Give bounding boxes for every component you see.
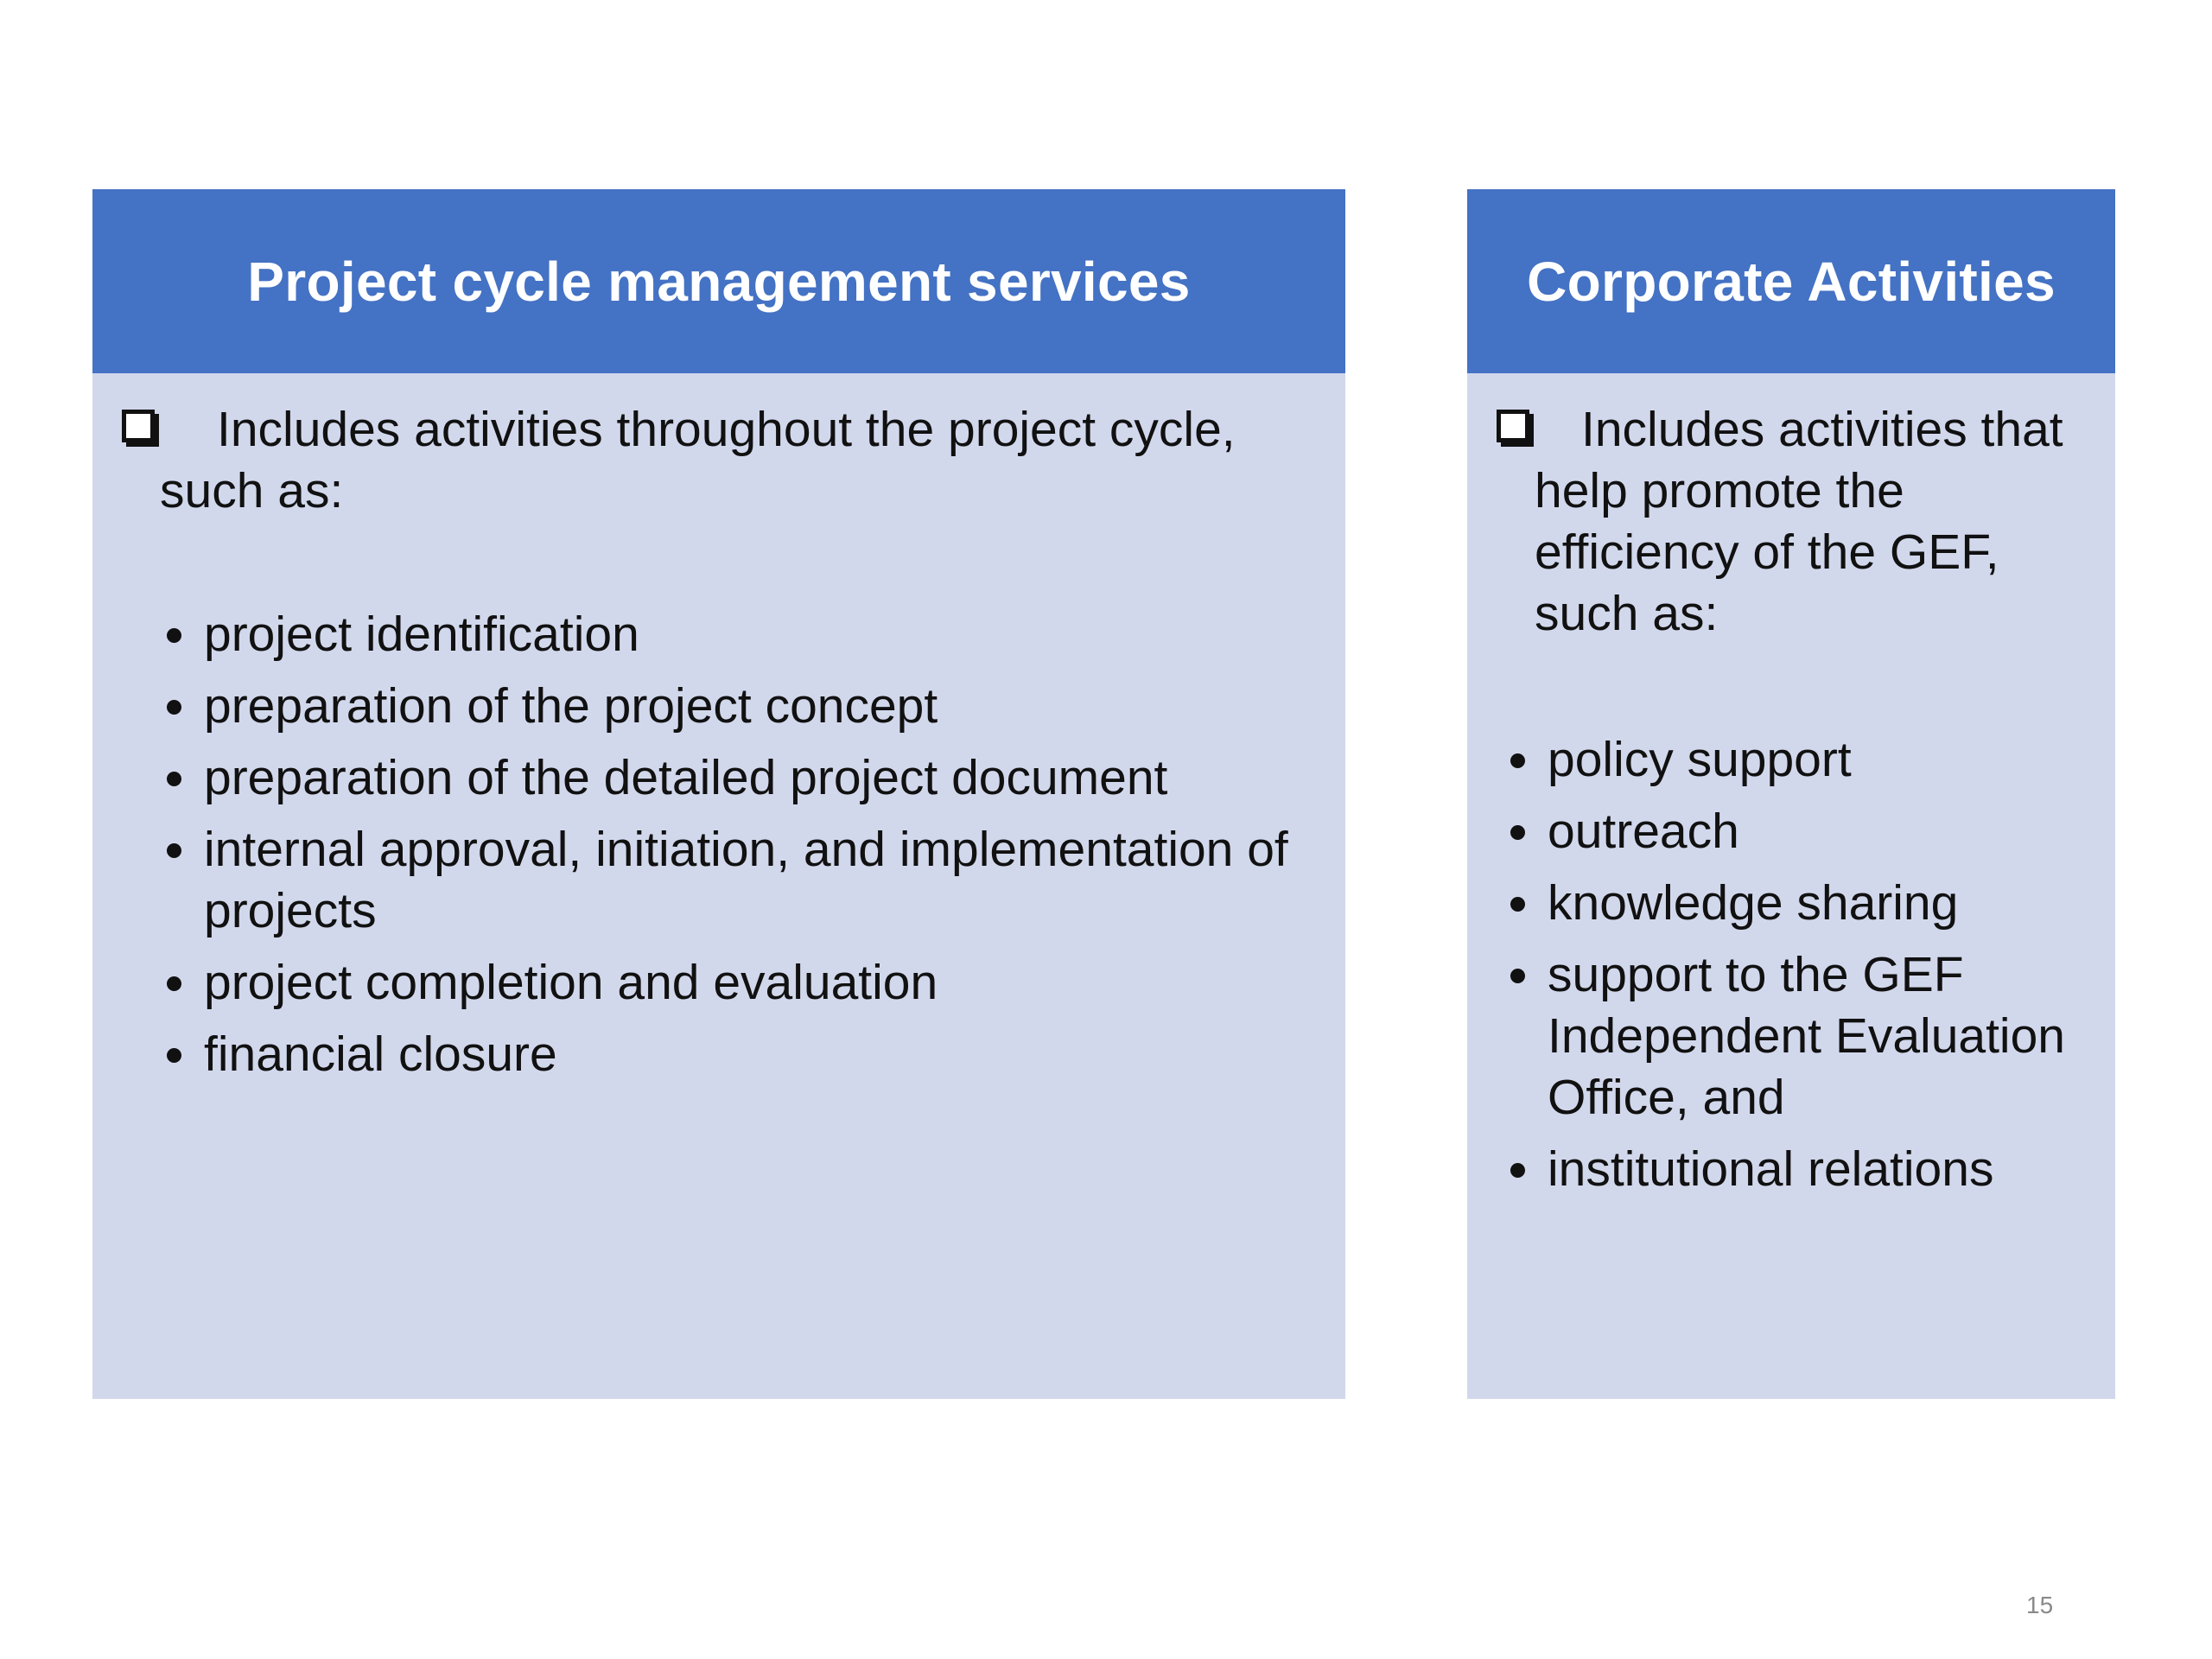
list-item-text: support to the GEF Independent Evaluation Office, and — [1548, 947, 2066, 1125]
intro-text: Includes activities throughout the project cycle, such as: — [160, 402, 1236, 518]
list-item — [163, 604, 1319, 665]
intro-text: Includes activities that help promote the efficiency of the GEF, such as: — [1535, 402, 2063, 641]
panel-header — [1467, 189, 2115, 373]
list-item-text: financial closure — [204, 1027, 557, 1082]
panel-body — [92, 373, 1345, 1085]
panel-body — [1467, 373, 2115, 1200]
list-item — [163, 819, 1319, 942]
bullet-icon — [167, 772, 181, 786]
corporate-activities-panel — [1467, 189, 2115, 1399]
list-item-text: project completion and evaluation — [204, 955, 938, 1010]
bullet-icon — [1510, 1163, 1525, 1178]
panel-title: Corporate Activities — [1527, 250, 2056, 313]
list-item-text: policy support — [1548, 732, 1852, 787]
bullet-icon — [1510, 969, 1525, 983]
list-item — [1507, 873, 2089, 934]
list-item-text: project identification — [204, 607, 639, 662]
bullet-icon — [1510, 753, 1525, 768]
bullet-icon — [1510, 897, 1525, 912]
list-item — [1507, 801, 2089, 862]
checkbox-icon — [122, 410, 155, 442]
bullet-icon — [167, 628, 181, 643]
panel-title: Project cycle management services — [247, 250, 1191, 313]
bullet-list — [1507, 729, 2089, 1200]
bullet-list — [163, 604, 1319, 1085]
list-item-text: internal approval, initiation, and implementation of projects — [204, 822, 1288, 938]
list-item — [163, 1024, 1319, 1085]
list-item — [1507, 1139, 2089, 1200]
checkbox-icon — [1497, 410, 1529, 442]
bullet-icon — [167, 843, 181, 858]
list-item-text: outreach — [1548, 804, 1739, 859]
project-cycle-panel — [92, 189, 1345, 1399]
bullet-icon — [167, 1048, 181, 1063]
list-item — [1507, 944, 2089, 1128]
list-item — [163, 676, 1319, 737]
list-item-text: preparation of the detailed project document — [204, 750, 1168, 805]
intro-paragraph — [1497, 399, 2089, 645]
list-item-text: knowledge sharing — [1548, 875, 1959, 931]
page-number: 15 — [2026, 1592, 2054, 1618]
bullet-icon — [1510, 825, 1525, 840]
list-item-text: preparation of the project concept — [204, 678, 938, 734]
list-item — [163, 747, 1319, 809]
bullet-icon — [167, 700, 181, 715]
list-item — [163, 952, 1319, 1014]
intro-paragraph — [122, 399, 1319, 522]
list-item — [1507, 729, 2089, 791]
bullet-icon — [167, 976, 181, 991]
list-item-text: institutional relations — [1548, 1141, 1994, 1197]
panel-header — [92, 189, 1345, 373]
